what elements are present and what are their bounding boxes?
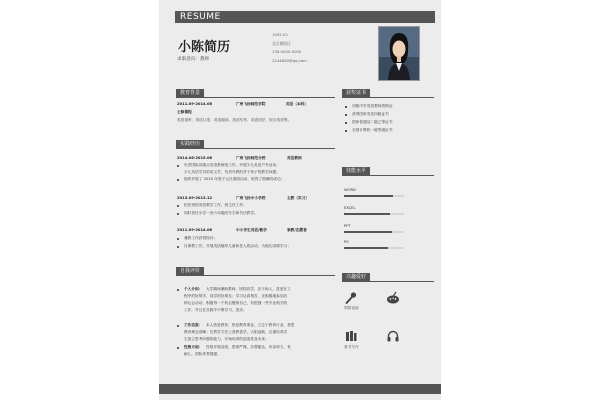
education-date: 2011.09-2014.06 (177, 102, 213, 106)
self-eval-1-head: 个人介绍： (184, 287, 203, 291)
cert-bullet (345, 106, 347, 108)
practice-2-bullet-1: 担任班的英语教学工作，班主任工作； (184, 203, 247, 207)
microphone-icon (344, 290, 358, 304)
practice-rule (176, 148, 335, 149)
practice-3-org: 中小学生英语/数学 (236, 228, 267, 232)
contact-email: 2244800@qq.com (272, 57, 307, 63)
skill-label-ppt: PPT (344, 224, 351, 228)
certs-title: 获奖证书 (342, 89, 370, 97)
bullet-dot (177, 205, 179, 207)
practice-3-role: 家教/志愿者 (287, 228, 307, 232)
skill-fill-ps (344, 247, 388, 249)
self-eval-rule (176, 275, 335, 276)
self-eval-2-head: 工作态度： (184, 323, 203, 327)
self-eval-1-line-2: 程序的好帮手，同学的好朋友；学习认真刻苦，还积极地参加各 (184, 294, 288, 298)
practice-1-role: 英语教师 (287, 156, 302, 160)
self-eval-3-line-2: 耐心，团队荣誉感强。 (184, 352, 221, 356)
skill-bar-excel (344, 213, 404, 215)
resume-label: RESUME (180, 12, 221, 22)
education-major: 英语（本科） (286, 102, 309, 106)
hobbies-rule (342, 281, 434, 282)
skill-fill-ppt (344, 231, 392, 233)
skills-rule (342, 175, 434, 176)
self-eval-1-line-4: 工作，并且在实践中不断学习、进步。 (184, 308, 247, 312)
hobby-reading-label: 看书写作 (344, 345, 359, 349)
skill-fill-excel (344, 213, 390, 215)
self-eval-2-line-2: 教育理念清晰；在教学方法上善教善学，大胆创新，注重培养学 (184, 330, 288, 334)
education-school: 广州飞扬师范学院 (236, 102, 266, 106)
bullet-dot (177, 246, 179, 248)
resume-header-bar (175, 11, 435, 23)
practice-1-bullet-2: 少儿英语学员的英文学，负责外教的对于孩子的教学问题； (184, 170, 280, 174)
self-eval-1-line-3: 种社会活动，积极每一个机会锻炼自己，有很强一些专业相关的 (184, 301, 288, 305)
profile-photo (378, 26, 420, 81)
skill-label-excel: EXCEL (344, 206, 356, 210)
cert-1: 初级中学英语教师资格证 (352, 104, 393, 108)
skill-bar-ppt (344, 231, 404, 233)
education-courses: 英语视听、英语口语、英语阅读、英语写作、英语语法、综合英语等。 (177, 118, 292, 122)
cert-bullet (345, 122, 347, 124)
practice-1-bullet-1: 负责国际部重点英语教研组工作，开展少儿英语户外活动， (184, 163, 280, 167)
self-eval-3-line-1: 性格开朗活泼，思维严谨，乐观豁达，有亲和力，有 (206, 345, 291, 349)
headphones-icon (386, 328, 400, 342)
practice-2-date: 2013.09-2013.12 (177, 196, 213, 200)
cert-4: 全国计算机一级等级证书 (352, 128, 393, 132)
job-intent: 求职意向：教师 (177, 57, 210, 62)
books-icon (344, 328, 358, 342)
contact-address: 北京朝阳区 (272, 40, 291, 46)
education-title: 教育背景 (176, 89, 204, 97)
practice-3-bullet-1: 兼教工作获得经评； (184, 236, 218, 240)
practice-section-header (176, 140, 335, 148)
skill-bar-ps (344, 247, 404, 249)
hobbies-section-header (342, 273, 434, 281)
self-eval-1-line-1: 大学期间兼职教师，团结同学，乐于助人，喜爱在工 (206, 287, 291, 291)
contact-birth: 1992.03 (272, 32, 288, 37)
cert-2: 获得国家英语四级证书 (352, 112, 389, 116)
cert-bullet (345, 130, 347, 132)
palette-icon (386, 290, 400, 304)
practice-3-date: 2011.09-2014.06 (177, 228, 213, 232)
bullet-dot (177, 165, 179, 167)
education-section-header (176, 89, 335, 97)
practice-2-org: 广州飞扬中小学校 (236, 196, 266, 200)
practice-2-role: 主教（实习） (287, 196, 310, 200)
practice-2-bullet-2: 同时担任小学一至六年级的写字和书法教学。 (184, 211, 258, 215)
practice-title: 实践经历 (176, 140, 204, 148)
hobby-singing-label: 唱歌表演 (344, 306, 359, 310)
cert-bullet (345, 114, 347, 116)
self-eval-section-header (176, 267, 335, 275)
bullet-dot (177, 179, 179, 181)
education-rule (176, 97, 335, 98)
skill-fill-word (344, 195, 393, 197)
bullet-dot (177, 289, 179, 291)
bullet-dot (177, 213, 179, 215)
skills-title: 技能水平 (342, 167, 370, 175)
practice-1-org: 广州飞扬师范分校 (236, 156, 266, 160)
cert-3: 国家普通话二级乙等证书 (352, 120, 393, 124)
skill-label-word: WORD (344, 188, 356, 192)
bullet-dot (177, 238, 179, 240)
hobbies-title: 兴趣爱好 (342, 273, 370, 281)
practice-1-bullet-3: 组织开展了 2015 年度子元旦游园活动，取得了圆满的成功。 (184, 177, 285, 181)
self-eval-3-head: 性格方面： (184, 345, 203, 349)
skill-label-ps: PS (344, 240, 349, 244)
contact-phone: 138-0000-0000 (272, 49, 302, 54)
skill-bar-word (344, 195, 404, 197)
education-courses-label: 主修课程 (177, 110, 192, 114)
bullet-dot (177, 325, 179, 327)
certs-section-header (342, 89, 434, 97)
resume-footer-bar (159, 384, 441, 394)
practice-3-bullet-2: 自律教工作，开展英语辅导儿童和老人的活动，为他们讲课学习； (184, 244, 291, 248)
profile-name: 小陈简历 (178, 40, 231, 55)
self-eval-2-line-1: 本人热爱教育，热爱教育事业，立志于教育行业，善思 (206, 323, 295, 327)
self-eval-title: 自我评价 (176, 267, 204, 275)
skills-section-header (342, 167, 434, 175)
contact-info (272, 31, 307, 65)
certs-rule (342, 97, 434, 98)
practice-1-date: 2014.06-2015.06 (177, 156, 213, 160)
self-eval-2-line-3: 生独立思考问题的能力，开始培养的创造性及未来。 (184, 337, 269, 341)
bullet-dot (177, 347, 179, 349)
